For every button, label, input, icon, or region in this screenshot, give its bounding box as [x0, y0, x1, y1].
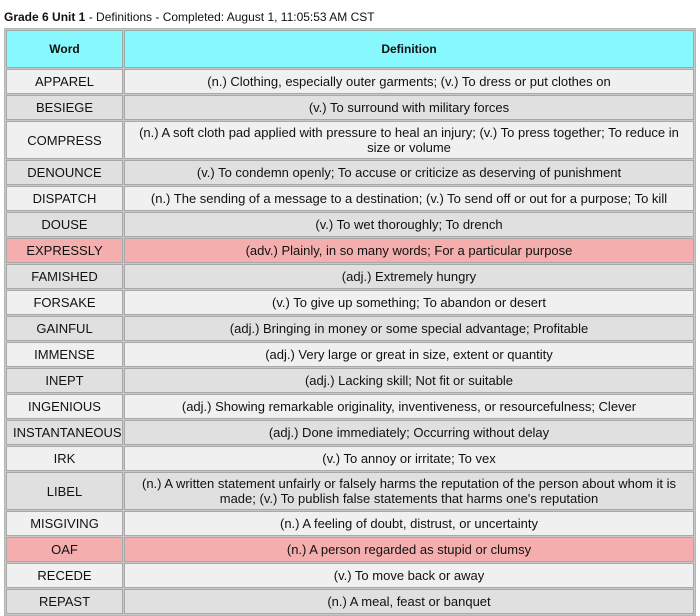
definition-cell: (n.) A person regarded as stupid or clumsy [124, 537, 694, 562]
word-cell: BESIEGE [6, 95, 123, 120]
table-row [6, 511, 694, 536]
definition-cell: (n.) Clothing, especially outer garments; (v.) To dress or put clothes on [124, 69, 694, 94]
definition-cell: (adv.) Plainly, in so many words; For a particular purpose [124, 238, 694, 263]
word-cell: OAF [6, 537, 123, 562]
definition-cell: (n.) A soft cloth pad applied with pressure to heal an injury; (v.) To press together; To reduce in size or volume [124, 121, 694, 159]
definition-cell: (n.) A meal, feast or banquet [124, 589, 694, 614]
word-cell: INSTANTANEOUS [6, 420, 123, 445]
table-row [6, 160, 694, 185]
word-cell: EXPRESSLY [6, 238, 123, 263]
definition-cell: (v.) To move back or away [124, 563, 694, 588]
word-cell: APPAREL [6, 69, 123, 94]
word-cell: LIBEL [6, 472, 123, 510]
word-cell: DENOUNCE [6, 160, 123, 185]
word-cell: REPAST [6, 589, 123, 614]
table-row [6, 394, 694, 419]
table-row [6, 563, 694, 588]
table-row [6, 290, 694, 315]
definition-cell: (v.) To condemn openly; To accuse or criticize as deserving of punishment [124, 160, 694, 185]
word-cell: RECEDE [6, 563, 123, 588]
definition-cell: (v.) To surround with military forces [124, 95, 694, 120]
word-cell: DISPATCH [6, 186, 123, 211]
table-row [6, 420, 694, 445]
word-cell: MISGIVING [6, 511, 123, 536]
table-row [6, 368, 694, 393]
definition-cell: (n.) The sending of a message to a destination; (v.) To send off or out for a purpose; To kill [124, 186, 694, 211]
table-row [6, 264, 694, 289]
word-cell: IRK [6, 446, 123, 471]
definition-cell: (adj.) Showing remarkable originality, inventiveness, or resourcefulness; Clever [124, 394, 694, 419]
definition-cell: (adj.) Bringing in money or some special advantage; Profitable [124, 316, 694, 341]
definition-cell: (adj.) Extremely hungry [124, 264, 694, 289]
unit-title: Grade 6 Unit 1 [4, 10, 86, 24]
table-row [6, 95, 694, 120]
table-row [6, 186, 694, 211]
page-title [4, 9, 375, 25]
table-row [6, 589, 694, 614]
definition-cell: (adj.) Lacking skill; Not fit or suitable [124, 368, 694, 393]
definition-cell: (v.) To give up something; To abandon or desert [124, 290, 694, 315]
definition-cell: (n.) A feeling of doubt, distrust, or uncertainty [124, 511, 694, 536]
word-cell: INGENIOUS [6, 394, 123, 419]
word-cell: FAMISHED [6, 264, 123, 289]
definition-cell: (v.) To annoy or irritate; To vex [124, 446, 694, 471]
table-row [6, 121, 694, 159]
table-row [6, 212, 694, 237]
table-row [6, 446, 694, 471]
word-cell: GAINFUL [6, 316, 123, 341]
column-header-word: Word [6, 30, 123, 68]
definition-cell: (n.) A written statement unfairly or falsely harms the reputation of the person about whom it is made; (v.) To publish false statements that harms one's reputation [124, 472, 694, 510]
word-cell: FORSAKE [6, 290, 123, 315]
table-row [6, 238, 694, 263]
word-cell: IMMENSE [6, 342, 123, 367]
table-row [6, 316, 694, 341]
definition-cell: (adj.) Very large or great in size, extent or quantity [124, 342, 694, 367]
table-row [6, 69, 694, 94]
word-cell: INEPT [6, 368, 123, 393]
table-row [6, 342, 694, 367]
table-row [6, 472, 694, 510]
completion-info: - Definitions - Completed: August 1, 11:05:53 AM CST [85, 10, 375, 24]
definition-cell: (v.) To wet thoroughly; To drench [124, 212, 694, 237]
table-header-row [6, 30, 694, 68]
column-header-definition: Definition [124, 30, 694, 68]
word-cell: COMPRESS [6, 121, 123, 159]
word-cell: DOUSE [6, 212, 123, 237]
table-row [6, 537, 694, 562]
definition-cell: (adj.) Done immediately; Occurring without delay [124, 420, 694, 445]
definitions-table [4, 28, 696, 616]
